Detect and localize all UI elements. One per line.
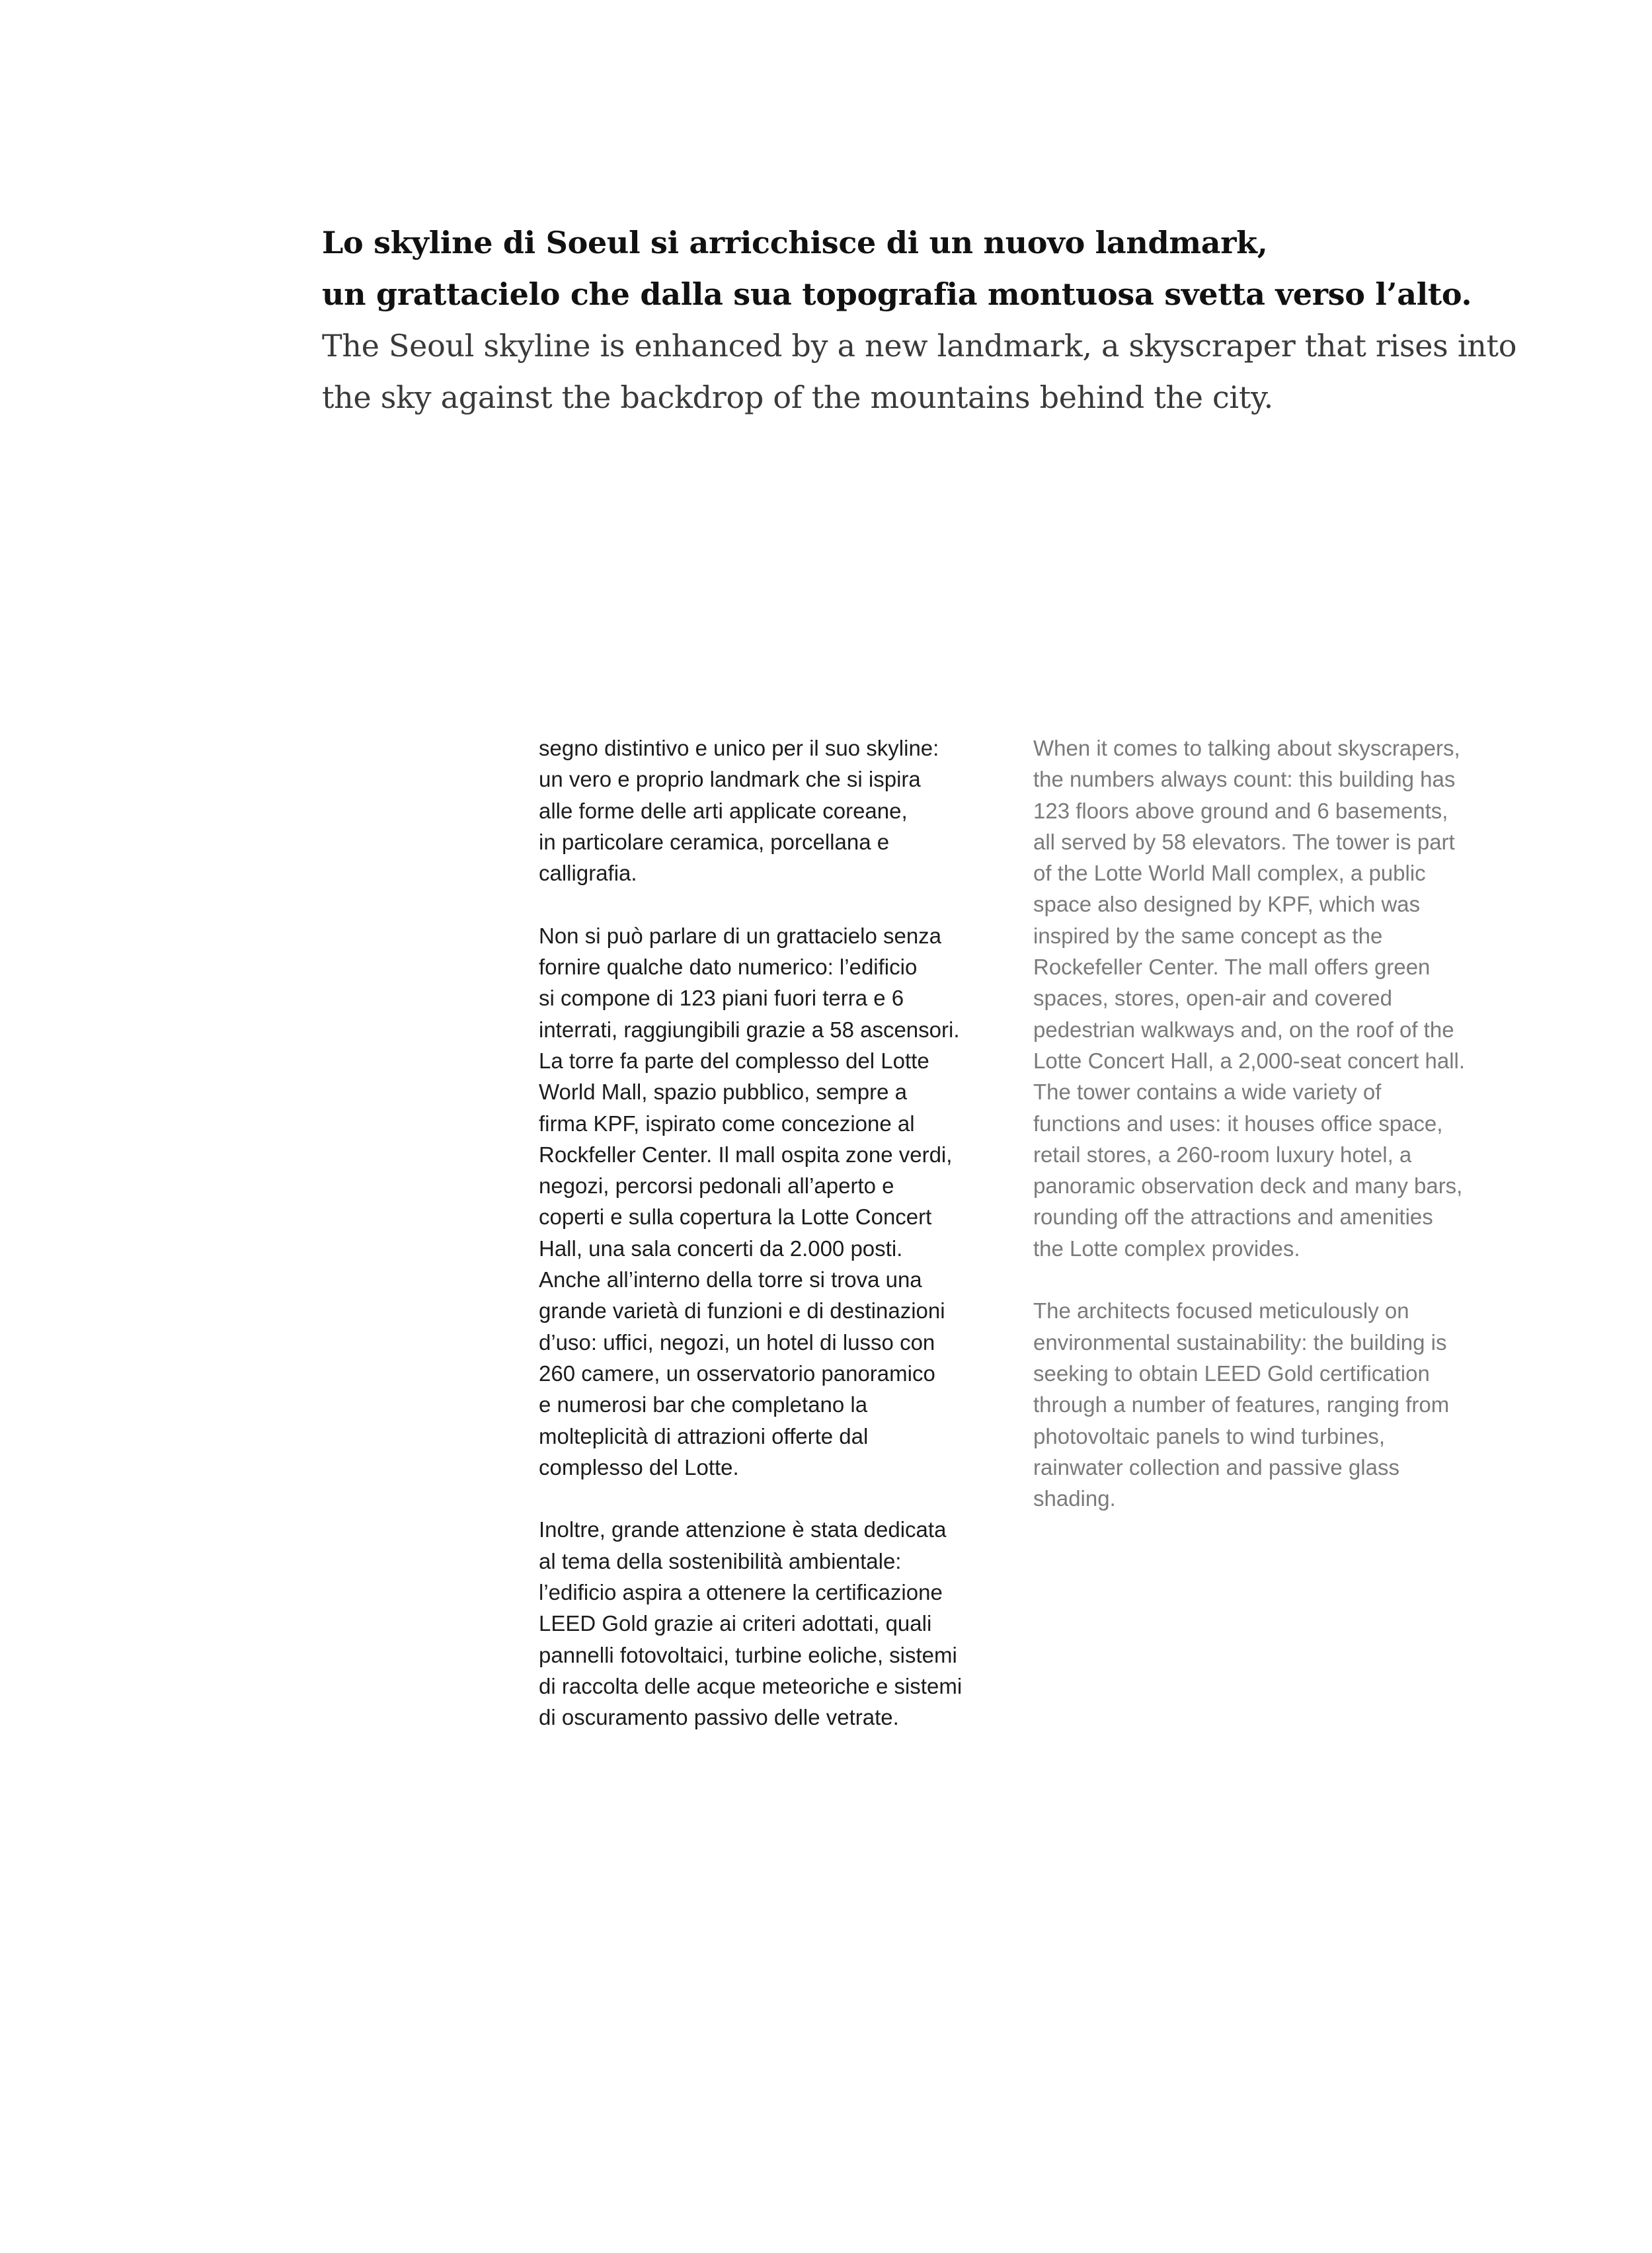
text-line: e numerosi bar che completano la: [539, 1392, 868, 1417]
text-line: all served by 58 elevators. The tower is part: [1033, 829, 1455, 854]
text-line: coperti e sulla copertura la Lotte Concert: [539, 1205, 932, 1230]
text-line: in particolare ceramica, porcellana e: [539, 829, 890, 854]
text-line: Anche all’interno della torre si trova una: [539, 1267, 922, 1292]
italian-paragraph: [539, 732, 1015, 889]
text-line: 260 camere, un osservatorio panoramico: [539, 1361, 935, 1386]
text-line: Rockefeller Center. The mall offers green: [1033, 955, 1431, 980]
text-line: Inoltre, grande attenzione è stata dedicata: [539, 1517, 947, 1542]
text-line: seeking to obtain LEED Gold certification: [1033, 1361, 1430, 1386]
text-line: When it comes to talking about skyscrapers,: [1033, 736, 1460, 760]
text-line: pannelli fotovoltaici, turbine eoliche, sistemi: [539, 1642, 957, 1667]
text-line: Lotte Concert Hall, a 2,000-seat concert hall.: [1033, 1048, 1466, 1073]
italian-paragraph: [539, 920, 1015, 1483]
text-line: d’uso: uffici, negozi, un hotel di lusso con: [539, 1329, 935, 1355]
italian-text-column: [539, 732, 1015, 1764]
english-paragraph: [1033, 1295, 1509, 1514]
text-line: un vero e proprio landmark che si ispira: [539, 767, 921, 792]
italian-paragraph: [539, 1514, 1015, 1733]
text-line: inspired by the same concept as the: [1033, 923, 1383, 948]
text-line: molteplicità di attrazioni offerte dal: [539, 1423, 869, 1448]
text-line: Non si può parlare di un grattacielo senza: [539, 923, 942, 948]
text-line: grande varietà di funzioni e di destinazioni: [539, 1298, 945, 1324]
text-line: panoramic observation deck and many bars,: [1033, 1173, 1463, 1199]
text-line: interrati, raggiungibili grazie a 58 ascensori.: [539, 1017, 960, 1042]
text-line: retail stores, a 260-room luxury hotel, a: [1033, 1142, 1412, 1167]
heading-english-line: The Seoul skyline is enhanced by a new landmark, a skyscraper that rises into: [322, 328, 1517, 364]
text-line: si compone di 123 piani fuori terra e 6: [539, 986, 904, 1011]
text-line: space also designed by KPF, which was: [1033, 892, 1421, 917]
text-line: shading.: [1033, 1486, 1116, 1511]
text-line: negozi, percorsi pedonali all’aperto e: [539, 1173, 894, 1199]
text-line: spaces, stores, open-air and covered: [1033, 986, 1392, 1011]
text-line: Rockfeller Center. Il mall ospita zone verdi,: [539, 1142, 953, 1167]
text-line: through a number of features, ranging from: [1033, 1392, 1450, 1417]
text-line: segno distintivo e unico per il suo skyline:: [539, 736, 939, 760]
text-line: Hall, una sala concerti da 2.000 posti.: [539, 1236, 903, 1261]
text-line: rainwater collection and passive glass: [1033, 1454, 1399, 1480]
text-line: The architects focused meticulously on: [1033, 1298, 1409, 1324]
english-text-column: [1033, 732, 1509, 1546]
text-line: the numbers always count: this building has: [1033, 767, 1456, 792]
text-line: al tema della sostenibilità ambientale:: [539, 1548, 902, 1573]
text-line: photovoltaic panels to wind turbines,: [1033, 1423, 1385, 1448]
text-line: calligrafia.: [539, 861, 637, 886]
text-line: rounding off the attractions and amenities: [1033, 1205, 1433, 1230]
text-line: firma KPF, ispirato come concezione al: [539, 1111, 915, 1136]
text-line: fornire qualche dato numerico: l’edificio: [539, 955, 918, 980]
text-line: World Mall, spazio pubblico, sempre a: [539, 1080, 907, 1105]
text-line: complesso del Lotte.: [539, 1454, 739, 1480]
english-paragraph: [1033, 732, 1509, 1264]
heading-english-line: the sky against the backdrop of the mountains behind the city.: [322, 379, 1273, 415]
text-line: di raccolta delle acque meteoriche e sistemi: [539, 1673, 963, 1698]
text-line: 123 floors above ground and 6 basements,: [1033, 798, 1448, 823]
heading-italian-line: Lo skyline di Soeul si arricchisce di un nuovo landmark,: [322, 225, 1268, 260]
text-line: functions and uses: it houses office space,: [1033, 1111, 1443, 1136]
text-line: pedestrian walkways and, on the roof of the: [1033, 1017, 1454, 1042]
text-line: of the Lotte World Mall complex, a public: [1033, 861, 1426, 886]
text-line: La torre fa parte del complesso del Lotte: [539, 1048, 929, 1073]
intro-heading: [322, 217, 1517, 423]
text-line: di oscuramento passivo delle vetrate.: [539, 1705, 899, 1730]
text-line: environmental sustainability: the building is: [1033, 1329, 1447, 1355]
text-line: The tower contains a wide variety of: [1033, 1080, 1382, 1105]
text-line: alle forme delle arti applicate coreane,: [539, 798, 908, 823]
text-line: the Lotte complex provides.: [1033, 1236, 1300, 1261]
heading-italian-line: un grattacielo che dalla sua topografia montuosa svetta verso l’alto.: [322, 276, 1472, 312]
text-line: LEED Gold grazie ai criteri adottati, quali: [539, 1611, 932, 1636]
text-line: l’edificio aspira a ottenere la certificazione: [539, 1580, 943, 1605]
